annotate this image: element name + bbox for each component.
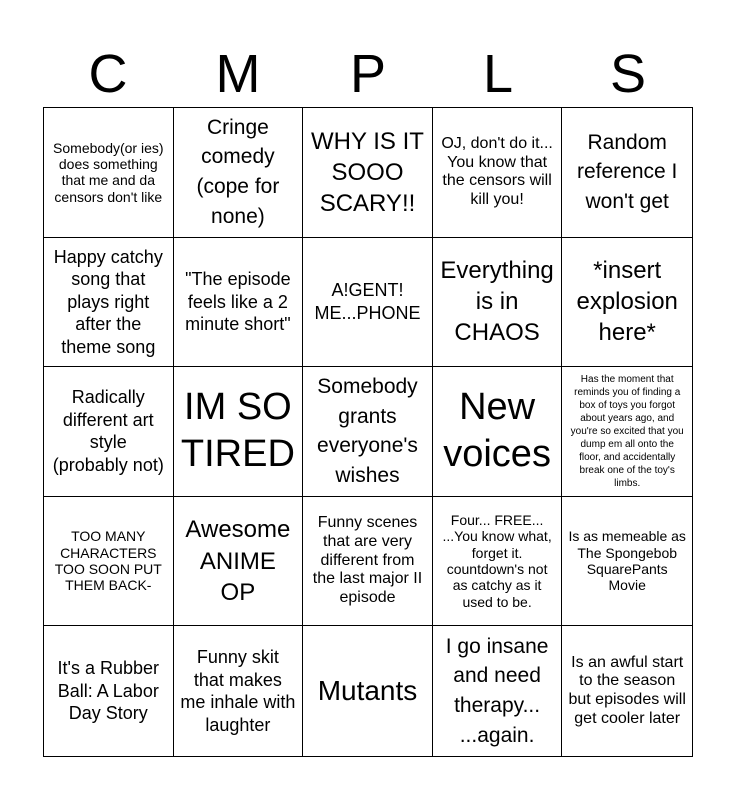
bingo-cell-r5c4: I go insane and need therapy... ...again. xyxy=(433,626,563,756)
bingo-cell-r5c2: Funny skit that makes me inhale with laughter xyxy=(174,626,304,756)
bingo-header xyxy=(43,40,693,108)
bingo-cell-r2c4: Everything is in CHAOS xyxy=(433,238,563,368)
bingo-cell-r4c2: Awesome ANIME OP xyxy=(174,497,304,627)
bingo-cell-r1c3: WHY IS IT SOOO SCARY!! xyxy=(303,108,433,238)
bingo-cell-r3c1: Radically different art style (probably not) xyxy=(44,367,174,497)
bingo-cell-r4c1: TOO MANY CHARACTERS TOO SOON PUT THEM BACK- xyxy=(44,497,174,627)
bingo-cell-r5c3: Mutants xyxy=(303,626,433,756)
bingo-cell-r2c3: A!GENT! ME...PHONE xyxy=(303,238,433,368)
bingo-cell-r4c4: Four... FREE... ...You know what, forget it. countdown's not as catchy as it used to be. xyxy=(433,497,563,627)
bingo-cell-r2c2: "The episode feels like a 2 minute short" xyxy=(174,238,304,368)
bingo-cell-r2c5: *insert explosion here* xyxy=(562,238,692,368)
header-letter-p: P xyxy=(349,44,387,104)
header-letter-m: M xyxy=(215,44,261,104)
bingo-cell-r4c5: Is as memeable as The Spongebob SquarePants Movie xyxy=(562,497,692,627)
header-letter-s: S xyxy=(609,44,647,104)
header-letter-l: L xyxy=(482,44,514,104)
bingo-cell-r1c4: OJ, don't do it... You know that the censors will kill you! xyxy=(433,108,563,238)
bingo-cell-r1c2: Cringe comedy (cope for none) xyxy=(174,108,304,238)
bingo-cell-r5c5: Is an awful start to the season but episodes will get cooler later xyxy=(568,653,686,727)
bingo-board xyxy=(43,107,693,757)
bingo-cell-r4c3: Funny scenes that are very different from the last major II episode xyxy=(303,497,433,627)
bingo-cell-r1c5: Random reference I won't get xyxy=(562,108,692,238)
bingo-cell-r1c1: Somebody(or ies) does something that me and da censors don't like xyxy=(44,108,174,238)
bingo-cell-r3c4: New voices xyxy=(433,367,563,497)
bingo-cell-r3c3: Somebody grants everyone's wishes xyxy=(303,367,433,497)
bingo-cell-r5c1: It's a Rubber Ball: A Labor Day Story xyxy=(44,626,174,756)
bingo-cell-r3c2: IM SO TIRED xyxy=(174,367,304,497)
bingo-cell-r2c1: Happy catchy song that plays right after the theme song xyxy=(44,238,174,368)
bingo-cell-r3c5: Has the moment that reminds you of finding a box of toys you forgot about years ago, and you're so excited that you dump em all onto the floor, and accidentally break one of the toy's limbs. xyxy=(562,367,692,497)
header-letter-c: C xyxy=(88,44,128,104)
